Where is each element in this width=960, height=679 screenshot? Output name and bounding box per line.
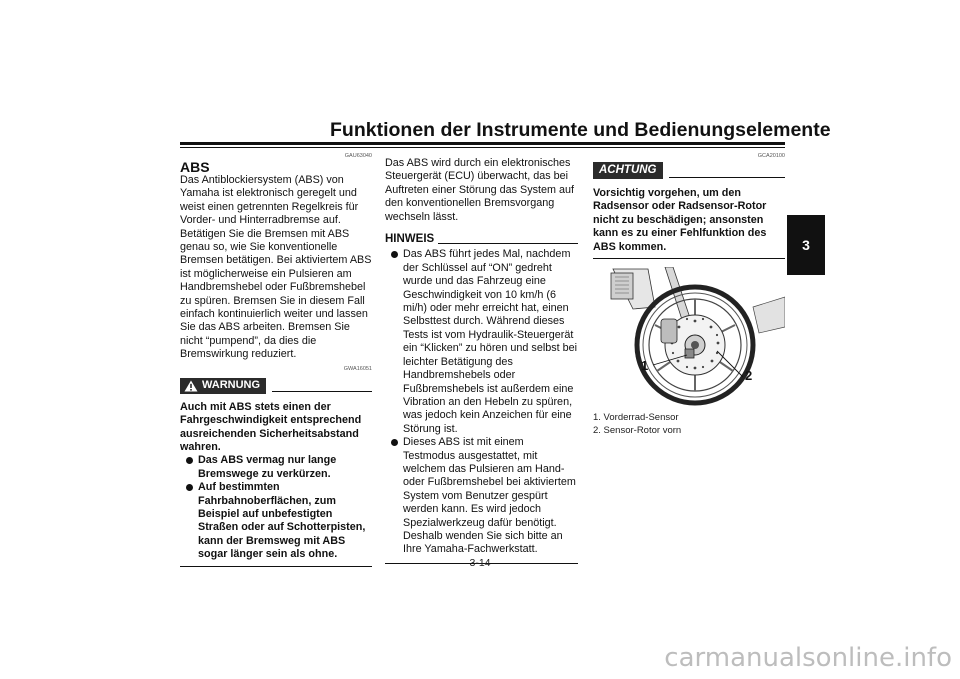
list-item: Dieses ABS ist mit einem Testmodus ausgestattet, mit welchem das Pulsieren am Hand- oder Fußbremshebel bei aktiviertem System vom Benutzer gespürt werden kann. Es wird jedoch Spezialwerkzeug dafür benötigt. Deshalb wenden Sie sich bitte an Ihre Yamaha-Fachwerkstatt.: [385, 436, 578, 557]
warning-bullets: [180, 454, 372, 561]
warning-code: GWA16051: [343, 365, 372, 372]
achtung-code: GCA20100: [757, 153, 785, 159]
section-title-abs: ABS: [180, 159, 210, 175]
list-item: Auf bestimmten Fahrbahnoberflächen, zum Beispiel auf unbefestigten Straßen oder auf Schotterpisten, kann der Bremsweg mit ABS sogar länger sein als ohne.: [180, 481, 372, 561]
achtung-header: [593, 162, 785, 179]
ecu-paragraph: Das ABS wird durch ein elektronisches Steuergerät (ECU) überwacht, das bei Auftreten einer Störung das System auf den konventionellen Bremsvorgang wechseln lässt.: [385, 157, 575, 223]
warning-end-rule: [180, 566, 372, 567]
front-wheel-sensor-illustration: [593, 267, 785, 407]
achtung-badge: ACHTUNG: [593, 162, 663, 179]
callout-2: 2: [745, 368, 753, 384]
warning-header: [180, 378, 372, 394]
achtung-text: Vorsichtig vorgehen, um den Radsensor oder Radsensor-Rotor nicht zu beschädigen; ansonsten kann es zu einer Fehlfunktion des ABS kommen.: [593, 187, 767, 253]
hinweis-bullets: [385, 248, 578, 556]
figure-caption-1: 1. Vorderrad-Sensor: [593, 412, 679, 424]
warning-rule: [272, 391, 372, 392]
achtung-end-rule: [593, 258, 785, 259]
hinweis-label: HINWEIS: [385, 233, 435, 246]
abs-paragraph-1: Das Antiblockiersystem (ABS) von Yamaha ist elektronisch geregelt und weist einen getrennten Regelkreis für Vorder- und Hinterradbremse auf.: [180, 174, 359, 227]
warning-triangle-icon: [184, 380, 198, 392]
watermark: carmanualsonline.info: [664, 643, 952, 673]
front-wheel-drawing: [593, 267, 785, 407]
column-achtung: [593, 152, 785, 437]
callout-1: 1: [641, 358, 649, 374]
page-number: 3-14: [469, 557, 491, 569]
bullet-icon: [391, 439, 398, 446]
column-abs-continued: [385, 152, 578, 564]
warning-badge: [180, 378, 266, 394]
section-code: GAU63040: [344, 153, 372, 159]
bullet-icon: [391, 251, 398, 258]
list-item: Das ABS vermag nur lange Bremswege zu verkürzen.: [180, 454, 372, 481]
list-item: Das ABS führt jedes Mal, nachdem der Schlüssel auf “ON” gedreht wurde und das Fahrzeug eine Geschwindigkeit von 10 km/h (6 mi/h) oder mehr erreicht hat, einen Selbsttest durch. Während dieses Tests ist vom Hydraulik-Steuergerät ein “Klicken” zu hören und selbst bei leichter Betätigung des Handbremshebels oder Fußbremshebels ist außerdem eine Vibration an den Hebeln zu spüren, was jedoch kein Anzeichen für eine Störung ist.: [385, 248, 578, 436]
achtung-rule: [669, 177, 786, 178]
page-header-title: Funktionen der Instrumente und Bedienungselemente: [330, 119, 831, 141]
bullet-icon: [186, 457, 193, 464]
chapter-tab[interactable]: 3: [787, 215, 825, 275]
hinweis-rule: [438, 243, 578, 244]
warning-label: WARNUNG: [202, 378, 261, 391]
column-abs: [180, 152, 372, 567]
abs-paragraph-2: Betätigen Sie die Bremsen mit ABS genau so, wie Sie konventionelle Bremsen betätigen. Bei aktiviertem ABS ist möglicherweise ein Pulsieren am Handbremshebel oder Fußbremshebel zu spüren. Bremsen Sie in diesem Fall einfach kontinuierlich weiter und lassen Sie das ABS arbeiten. Bremsen Sie nicht “pumpend”, da dies die Bremswirkung reduziert.: [180, 227, 372, 361]
header-rule-thin: [180, 147, 785, 148]
figure-caption-2: 2. Sensor-Rotor vorn: [593, 425, 682, 437]
header-rule: [180, 142, 785, 145]
warning-intro: Auch mit ABS stets einen der Fahrgeschwindigkeit entsprechend ausreichenden Sicherheitsabstand wahren.: [180, 400, 362, 453]
bullet-icon: [186, 484, 193, 491]
hinweis-header: [385, 233, 578, 246]
